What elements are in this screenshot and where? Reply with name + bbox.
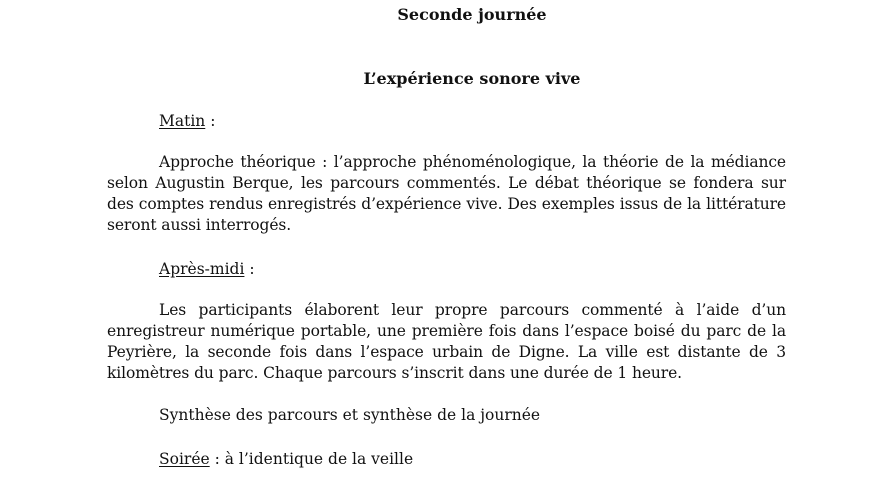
afternoon-label-line	[159, 259, 255, 279]
morning-paragraph: Approche théorique : l’approche phénoménologique, la théorie de la médiance selon Augustin Berque, les parcours commentés. Le débat théorique se fondera sur des comptes rendus enregistrés d’expérience vive. Des exemples issus de la littérature seront aussi interrogés.	[107, 153, 786, 234]
afternoon-paragraph: Les participants élaborent leur propre parcours commenté à l’aide d’un enregistreur numérique portable, une première fois dans l’espace boisé du parc de la Peyrière, la seconde fois dans l’espace urbain de Digne. La ville est distante de 3 kilomètres du parc. Chaque parcours s’inscrit dans une durée de 1 heure.	[107, 301, 786, 382]
evening-label: Soirée	[159, 450, 210, 468]
afternoon-label-suffix: :	[244, 260, 255, 278]
day-heading: Seconde journée	[397, 5, 547, 24]
theme-heading: L’expérience sonore vive	[363, 69, 581, 88]
afternoon-label: Après-midi	[159, 260, 245, 278]
evening-label-line	[159, 449, 413, 469]
morning-label-line	[159, 111, 215, 131]
morning-label: Matin	[159, 112, 206, 130]
evening-label-suffix: : à l’identique de la veille	[209, 450, 414, 468]
synthesis-line: Synthèse des parcours et synthèse de la journée	[159, 406, 541, 424]
morning-label-suffix: :	[205, 112, 216, 130]
